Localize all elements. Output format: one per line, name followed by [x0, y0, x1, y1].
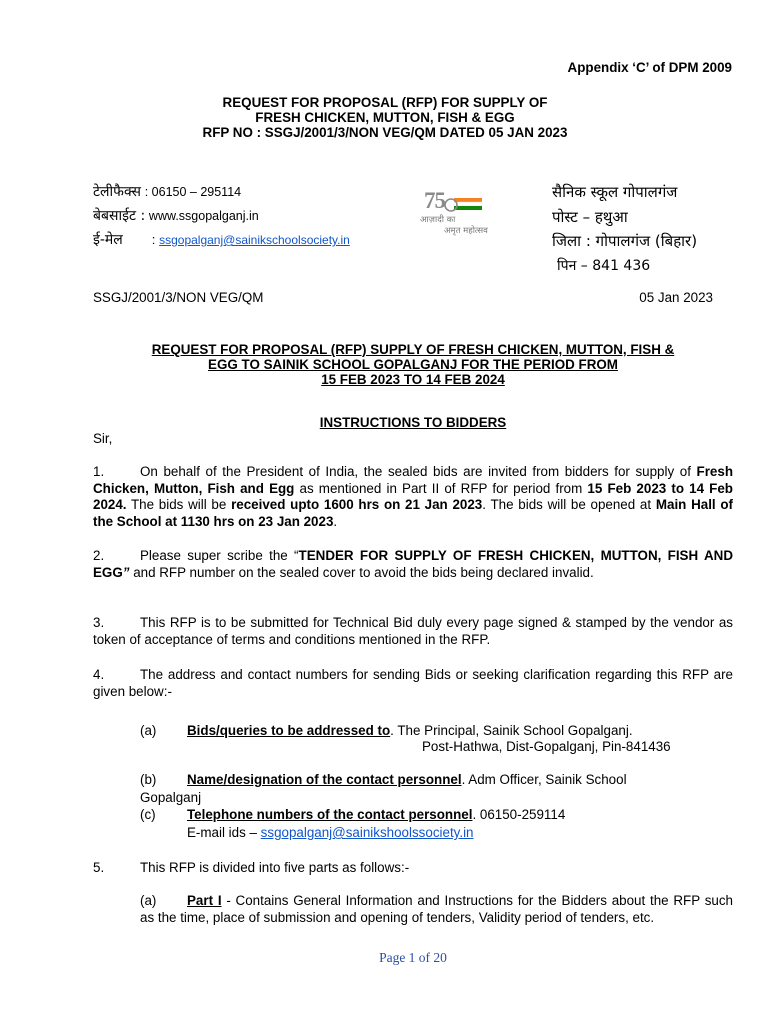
p2-bold-1: TENDER FOR SUPPLY OF FRESH CHICKEN, MUTTON, FISH AND EGG	[93, 548, 733, 580]
email-separator: :	[151, 232, 156, 247]
sub-item-c	[187, 807, 565, 822]
sub-item-5a	[140, 893, 733, 926]
website-label: बेबसाईट :	[93, 208, 146, 224]
p1-bold-3: received upto 1600 hrs on 21 Jan 2023	[231, 497, 483, 512]
sub-item-a-line2: Post-Hathwa, Dist-Gopalganj, Pin-841436	[422, 739, 671, 754]
p5-text: This RFP is divided into five parts as follows:-	[140, 860, 410, 875]
sub-item-a-heading: Bids/queries to be addressed to	[187, 723, 391, 738]
p1-bold-2: 15 Feb 2023 to 14 Feb 2024.	[93, 480, 733, 512]
email-link[interactable]: ssgopalganj@sainikschoolsociety.in	[159, 233, 350, 247]
sub-item-a	[187, 723, 633, 738]
flag-white-band	[454, 202, 482, 206]
sub-item-5a-label: (a)	[140, 893, 157, 908]
header-title-line3: RFP NO : SSGJ/2001/3/NON VEG/QM DATED 05 JAN 2023	[202, 125, 568, 140]
header-title-line2: FRESH CHICKEN, MUTTON, FISH & EGG	[255, 110, 515, 125]
logo-text-line1: आज़ादी का	[420, 215, 456, 225]
telefax-row	[93, 180, 350, 204]
sub-item-c-email-label: E-mail ids –	[187, 825, 261, 840]
p1-text-5: .	[333, 513, 338, 529]
p2-text-2: and RFP number on the sealed cover to avoid the bids being declared invalid.	[129, 564, 594, 580]
paragraph-2-number: 2.	[93, 548, 105, 563]
sub-item-b	[187, 772, 627, 787]
paragraph-1-number: 1.	[93, 464, 105, 479]
flag-saffron-band	[454, 198, 482, 202]
page-footer: Page 1 of 20	[379, 950, 447, 965]
main-title-line2: EGG TO SAINIK SCHOOL GOPALGANJ FOR THE PERIOD FROM	[208, 357, 618, 372]
p4-text: The address and contact numbers for sending Bids or seeking clarification regarding this RFP are given below:-	[93, 667, 733, 699]
district-hindi: जिला : गोपालगंज (बिहार)	[552, 232, 698, 250]
email-label: ई-मेल	[93, 232, 123, 248]
main-title-line3: 15 FEB 2023 TO 14 FEB 2024	[321, 372, 505, 387]
paragraph-3	[93, 615, 733, 648]
sub-item-5a-text: - Contains General Information and Instructions for the Bidders about the RFP such as the time, place of submission and opening of tenders, Validity period of tenders, etc.	[140, 893, 733, 925]
sub-item-a-text: . The Principal, Sainik School Gopalganj.	[390, 723, 633, 738]
paragraph-4	[93, 667, 733, 700]
sub-item-b-line2: Gopalganj	[140, 790, 202, 805]
sub-item-c-label: (c)	[140, 807, 156, 822]
paragraph-5	[93, 860, 409, 875]
logo-text-line2: अमृत महोत्सव	[444, 226, 488, 236]
p2-bold-quote: ”	[122, 564, 130, 580]
header-title-line1: REQUEST FOR PROPOSAL (RFP) FOR SUPPLY OF	[222, 95, 548, 110]
reference-date: 05 Jan 2023	[639, 290, 713, 305]
salutation: Sir,	[93, 431, 113, 446]
reference-number: SSGJ/2001/3/NON VEG/QM	[93, 290, 264, 305]
sub-item-b-label: (b)	[140, 772, 157, 787]
telefax-value: : 06150 – 295114	[144, 185, 242, 199]
website-value[interactable]: www.ssgopalganj.in	[148, 209, 259, 223]
p1-text-3: The bids will be	[126, 497, 232, 512]
header-title	[0, 95, 770, 140]
p1-text-4: . The bids will be opened at	[482, 497, 656, 512]
logo-number: 75	[424, 188, 445, 213]
email-row	[93, 228, 350, 252]
pin-hindi: पिन – 841 436	[557, 257, 651, 274]
sub-item-c-heading: Telephone numbers of the contact personnel	[187, 807, 473, 822]
p2-text-1: Please super scribe the “	[140, 548, 299, 563]
p1-text-2: as mentioned in Part II of RFP for period from	[294, 480, 588, 496]
p3-text: This RFP is to be submitted for Technical Bid duly every page signed & stamped by the vendor as token of acceptance of terms and conditions mentioned in the RFP.	[93, 615, 733, 647]
paragraph-4-number: 4.	[93, 667, 105, 682]
p1-text-1: On behalf of the President of India, the sealed bids are invited from bidders for supply of	[140, 464, 697, 479]
instructions-heading: INSTRUCTIONS TO BIDDERS	[319, 415, 507, 430]
appendix-reference: Appendix ‘C’ of DPM 2009	[567, 60, 732, 75]
paragraph-1	[93, 464, 733, 530]
sub-item-b-heading: Name/designation of the contact personnel	[187, 772, 462, 787]
sub-item-c-email-link[interactable]: ssgopalganj@sainikshoolssociety.in	[260, 825, 474, 840]
telefax-label: टेलीफैक्स	[93, 184, 141, 200]
school-name-hindi: सैनिक स्कूल गोपालगंज	[552, 183, 678, 201]
flag-green-band	[454, 206, 482, 210]
sub-item-c-text: . 06150-259114	[472, 807, 566, 822]
sub-item-5a-heading: Part I	[187, 893, 222, 908]
sub-item-b-text: . Adm Officer, Sainik School	[461, 772, 627, 787]
post-hindi: पोस्ट – हथुआ	[552, 207, 628, 226]
azadi-ka-amrit-mahotsav-logo	[418, 188, 496, 240]
paragraph-5-number: 5.	[93, 860, 105, 875]
paragraph-2	[93, 548, 733, 581]
contact-right	[552, 180, 697, 278]
p1-bold-1: Fresh Chicken, Mutton, Fish and Egg	[93, 464, 733, 496]
sub-item-a-label: (a)	[140, 723, 157, 738]
paragraph-3-number: 3.	[93, 615, 105, 630]
main-title	[93, 342, 733, 387]
sub-item-c-email	[187, 825, 474, 840]
contact-left	[93, 180, 350, 252]
website-row	[93, 204, 350, 228]
main-title-line1: REQUEST FOR PROPOSAL (RFP) SUPPLY OF FRESH CHICKEN, MUTTON, FISH &	[151, 342, 675, 357]
p1-bold-4: Main Hall of the School at 1130 hrs on 23 Jan 2023	[93, 497, 734, 529]
